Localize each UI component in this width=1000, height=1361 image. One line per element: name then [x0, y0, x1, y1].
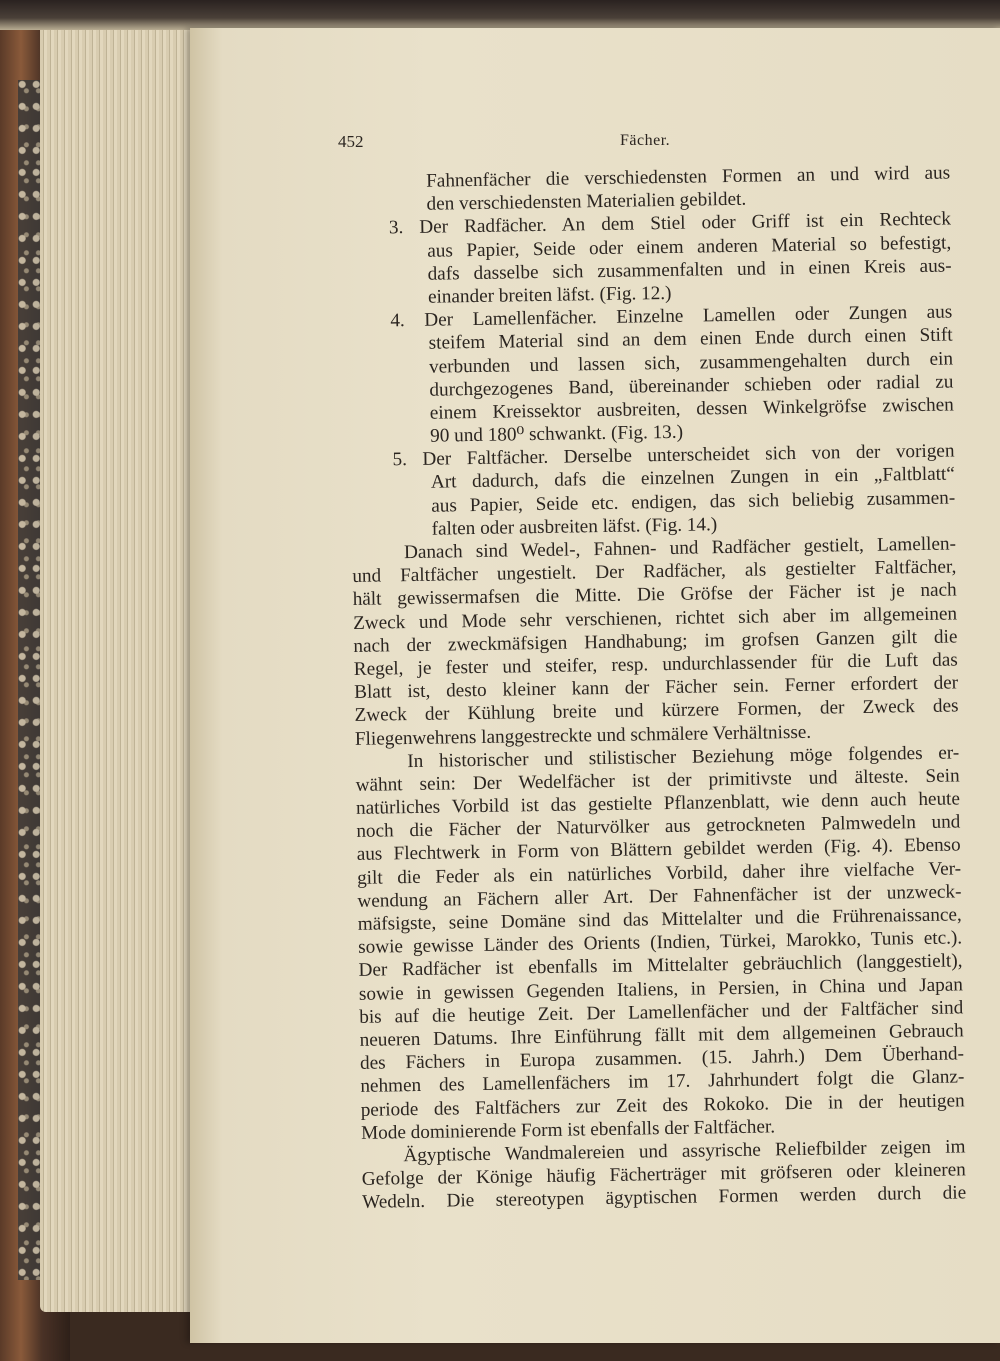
text-line: Zweck und Mode sehr verschienen, richtet sich aber im allgemeinen	[352, 603, 958, 634]
text-line: Fahnenfächer die verschiedensten Formen an und wird aus	[426, 162, 951, 192]
text-line: sowie in gewissen Gegenden Italiens, in Persien, in China und Japan	[358, 973, 964, 1005]
text-line: aus Papier, Seide etc. endigen, das sich beliebig zusammen-	[431, 487, 956, 517]
text-line: gilt die Feder als ein natürliches Vorbild, daher ihre vielfache Ver-	[356, 858, 962, 889]
text-line: mäfsigste, seine Domäne sind das Mittelalter und die Frührenaissance,	[357, 904, 962, 935]
text-line: Ägyptische Wandmalereien und assyrische Reliefbilder zeigen im	[403, 1136, 966, 1167]
text-line: Regel, je fester und steifer, resp. undurchlassender für die Luft das	[353, 649, 958, 680]
text-line: neueren Datums. Ihre Einführung fällt mit dem allgemeinen Gebrauch	[359, 1020, 964, 1051]
text-line: den verschiedensten Materialien gebildet.	[426, 188, 747, 215]
text-line: Danach sind Wedel-, Fahnen- und Radfächer gestielt, Lamellen-	[403, 533, 957, 564]
text-line: 90 und 180⁰ schwankt. (Fig. 13.)	[430, 421, 684, 447]
text-line: des Fächers in Europa zusammen. (15. Jahrh.) Dem Überhand-	[359, 1043, 965, 1075]
text-line: durchgezogenes Band, übereinander schieben oder radial zu	[429, 371, 954, 401]
text-line: sowie gewisse Länder des Orients (Indien, Türkei, Marokko, Tunis etc.).	[358, 927, 963, 959]
text-line: bis auf die heutige Zeit. Der Lamellenfächer und der Faltfächer sind	[359, 997, 964, 1028]
text-line: Art dadurch, dafs die einzelnen Zungen in ein „Faltblatt“	[430, 463, 956, 494]
text-line: nehmen des Lamellenfächers im 17. Jahrhundert folgt die Glanz-	[360, 1066, 965, 1098]
text-line: wendung an Fächern aller Art. Der Fahnenfächer ist der unzweck-	[357, 881, 962, 912]
text-line: Zweck der Kühlung breite und kürzere Formen, der Zweck des	[354, 695, 959, 727]
text-line: Fliegenwehrens langgestreckte und schmälere Verhältnisse.	[354, 721, 812, 750]
text-line: noch die Fächer der Naturvölker aus getrockneten Palmwedeln und	[356, 811, 961, 843]
text-line: 3. Der Radfächer. An dem Stiel oder Griff ist ein Rechteck	[388, 208, 951, 239]
body-text	[346, 162, 966, 1215]
text-line: verbunden und lassen sich, zusammengehalten durch ein	[428, 347, 954, 378]
book-top-edge	[0, 0, 1000, 30]
text-line: 4. Der Lamellenfächer. Einzelne Lamellen oder Zungen aus	[390, 301, 953, 332]
text-line: 5. Der Faltfächer. Derselbe unterscheidet sich von der vorigen	[392, 440, 955, 471]
text-line: falten oder ausbreiten läfst. (Fig. 14.)	[431, 514, 718, 540]
page-number: 452	[338, 132, 364, 151]
text-line: hält gewissermafsen die Mitte. Die Gröfse der Fächer ist je nach	[352, 579, 957, 611]
text-line: Mode dominierende Form ist ebenfalls der Faltfächer.	[360, 1116, 776, 1144]
text-line: nach der zweckmäfsigen Handhabung; im grofsen Ganzen gilt die	[353, 626, 958, 657]
text-line: und Faltfächer ungestielt. Der Radfächer, als gestielter Faltfächer,	[352, 556, 957, 588]
text-line: steifem Material sind an dem einen Ende durch einen Stift	[428, 324, 953, 355]
text-line: einander breiten läfst. (Fig. 12.)	[427, 282, 672, 308]
text-line: Gefolge der Könige häufig Fächerträger mit gröfseren oder kleineren	[361, 1159, 966, 1190]
text-line: aus Flechtwerk in Form von Blättern gebildet werden (Fig. 4). Ebenso	[356, 834, 961, 866]
text-line: Wedeln. Die stereotypen ägyptischen Formen werden durch die	[362, 1182, 967, 1214]
text-line: dafs dasselbe sich zusammenfalten und in einen Kreis aus-	[427, 255, 952, 285]
text-line: In historischer und stilistischer Beziehung möge folgendes er-	[407, 742, 960, 772]
book-page	[190, 28, 1000, 1343]
text-line: natürliches Vorbild ist das gestielte Pflanzenblatt, wie denn auch heute	[355, 788, 961, 819]
text-line: wähnt sein: Der Wedelfächer ist der primitivste und älteste. Sein	[355, 765, 960, 796]
text-line: Blatt ist, desto kleiner kann der Fächer sein. Ferner erfordert der	[354, 672, 959, 704]
text-line: einem Kreissektor ausbreiten, dessen Winkelgröfse zwischen	[429, 394, 954, 424]
text-line: periode des Faltfächers zur Zeit des Rokoko. Die in der heutigen	[360, 1089, 965, 1121]
page-header	[338, 132, 878, 158]
text-line: Der Radfächer ist ebenfalls im Mittelalter gebräuchlich (langgestielt),	[358, 950, 963, 982]
running-title: Fächer.	[620, 132, 671, 149]
text-line: aus Papier, Seide oder einem anderen Material so befestigt,	[427, 232, 952, 262]
